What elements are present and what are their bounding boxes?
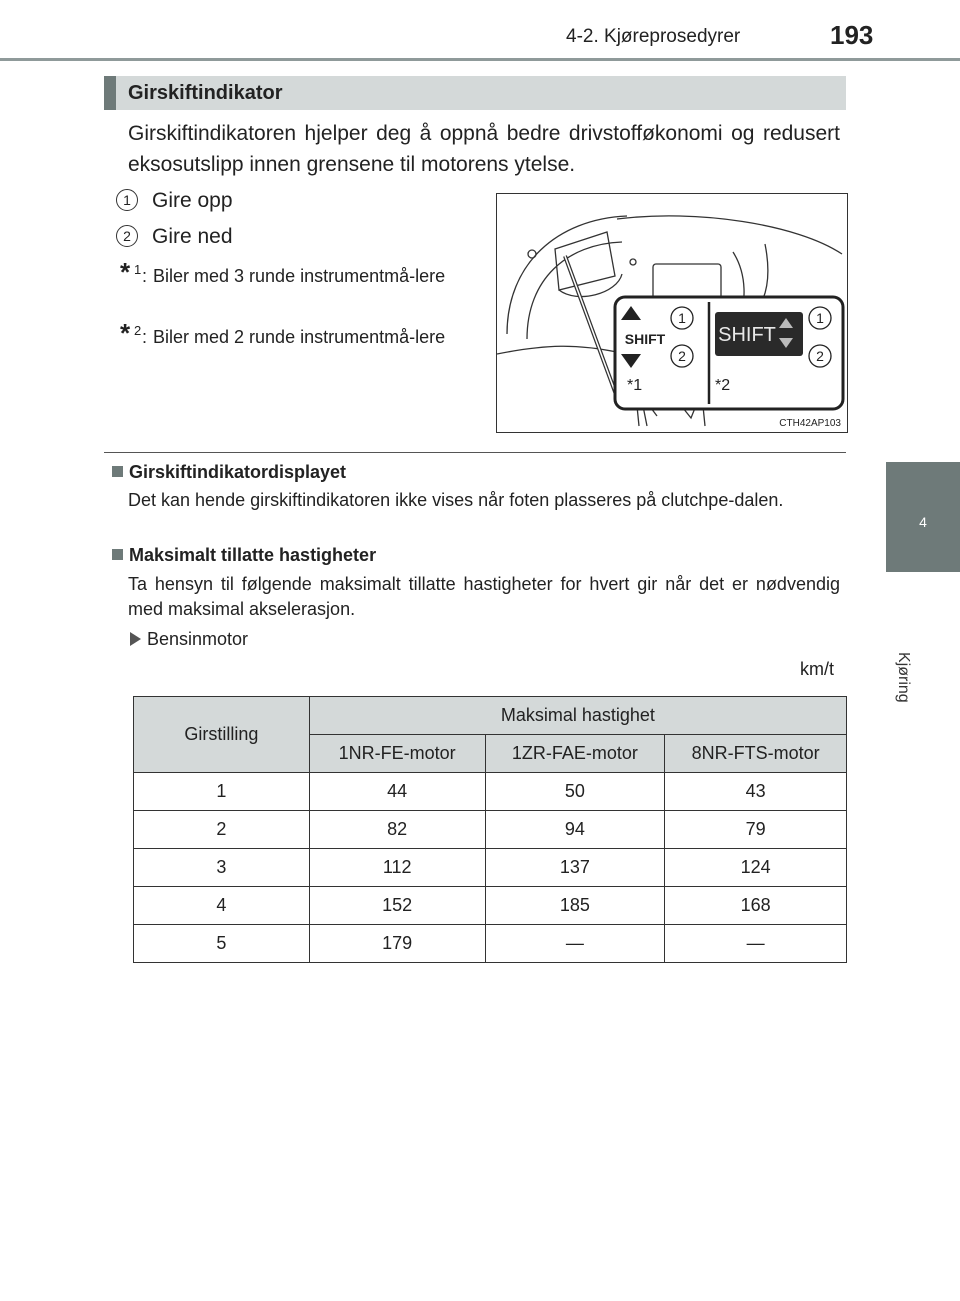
engine-header: 8NR-FTS-motor	[665, 735, 847, 773]
callout-number: 2	[816, 348, 824, 364]
footnote-marker: 1	[134, 262, 142, 277]
display-shift-label: SHIFT	[718, 324, 776, 346]
intro-paragraph: Girskiftindikatoren hjelper deg å oppnå bedre drivstofføkonomi og redusert eksosutslipp innen grensene til motorens ytelse.	[128, 122, 840, 176]
speed-cell: 79	[665, 811, 847, 849]
callout-number: 2	[678, 348, 686, 364]
speeds-heading	[112, 545, 376, 566]
shift-label: SHIFT	[624, 331, 666, 347]
speed-cell: 124	[665, 849, 847, 887]
bullet-square-icon	[112, 466, 123, 477]
speed-cell: 152	[309, 887, 485, 925]
speeds-heading-text: Maksimalt tillatte hastigheter	[129, 545, 377, 565]
table-row	[134, 773, 847, 811]
gear-cell: 1	[134, 773, 310, 811]
bullet-square-icon	[112, 549, 123, 560]
engine-subheading	[130, 629, 248, 650]
engine-header: 1ZR-FAE-motor	[485, 735, 665, 773]
table-row	[134, 925, 847, 963]
gear-cell: 5	[134, 925, 310, 963]
unit-label: km/t	[800, 659, 834, 679]
speed-cell: 44	[309, 773, 485, 811]
speed-cell: —	[485, 925, 665, 963]
callout-number: 2	[116, 225, 138, 247]
footnote-text: Biler med 3 runde instrumentmå-lere	[153, 266, 446, 286]
table-row	[134, 887, 847, 925]
chapter-number: 4	[919, 514, 927, 530]
variant-marker-2: *2	[715, 377, 731, 394]
chapter-label-area	[886, 572, 960, 703]
max-speed-table	[133, 696, 847, 963]
footnote-1	[120, 257, 476, 289]
gear-column-header: Girstilling	[134, 697, 310, 773]
variant-marker-1: *1	[627, 377, 643, 394]
speed-cell: 168	[665, 887, 847, 925]
speeds-paragraph: Ta hensyn til følgende maksimalt tillatte hastigheter for hvert gir når det er nødvendig med maksimal akselerasjon.	[128, 574, 840, 619]
asterisk-icon: *	[120, 257, 131, 287]
table-row	[134, 811, 847, 849]
gear-cell: 2	[134, 811, 310, 849]
footnote-colon: :	[142, 327, 148, 347]
speed-cell: 50	[485, 773, 665, 811]
engine-header: 1NR-FE-motor	[309, 735, 485, 773]
section-divider	[104, 452, 846, 453]
speed-cell: 94	[485, 811, 665, 849]
footnote-text: Biler med 2 runde instrumentmå-lere	[153, 327, 446, 347]
page-number: 193	[830, 20, 874, 50]
callout-label: Gire opp	[152, 189, 233, 212]
dashboard-illustration	[496, 193, 848, 433]
speed-cell: 43	[665, 773, 847, 811]
footnote-marker: 2	[134, 323, 142, 338]
callout-number: 1	[816, 310, 824, 326]
speed-cell: —	[665, 925, 847, 963]
speed-cell: 137	[485, 849, 665, 887]
triangle-bullet-icon	[130, 632, 141, 646]
gear-cell: 4	[134, 887, 310, 925]
max-speed-group-header: Maksimal hastighet	[309, 697, 846, 735]
callout-gear-down	[116, 225, 233, 249]
asterisk-icon: *	[120, 318, 131, 348]
header-rule	[0, 58, 960, 61]
callout-gear-up	[116, 189, 233, 213]
gear-cell: 3	[134, 849, 310, 887]
chapter-label: Kjøring	[895, 652, 912, 703]
display-heading	[112, 462, 346, 483]
speed-cell: 82	[309, 811, 485, 849]
footnote-2	[120, 318, 476, 350]
callout-number: 1	[116, 189, 138, 211]
display-paragraph: Det kan hende girskiftindikatoren ikke vises når foten plasseres på clutchpe-dalen.	[128, 490, 784, 510]
section-marker	[104, 76, 116, 110]
display-heading-text: Girskiftindikatordisplayet	[129, 462, 347, 482]
chapter-tab[interactable]	[886, 462, 960, 572]
table-row	[134, 849, 847, 887]
section-title-bar	[104, 76, 846, 110]
illustration-code: CTH42AP103	[779, 418, 841, 429]
dashboard-drawing	[497, 194, 847, 432]
callout-number: 1	[678, 310, 686, 326]
engine-subheading-text: Bensinmotor	[147, 629, 249, 649]
speed-cell: 112	[309, 849, 485, 887]
section-heading: 4-2. Kjøreprosedyrer	[566, 26, 741, 47]
footnote-colon: :	[142, 266, 148, 286]
speed-cell: 185	[485, 887, 665, 925]
callout-label: Gire ned	[152, 225, 233, 248]
speed-cell: 179	[309, 925, 485, 963]
section-title: Girskiftindikator	[128, 82, 283, 104]
